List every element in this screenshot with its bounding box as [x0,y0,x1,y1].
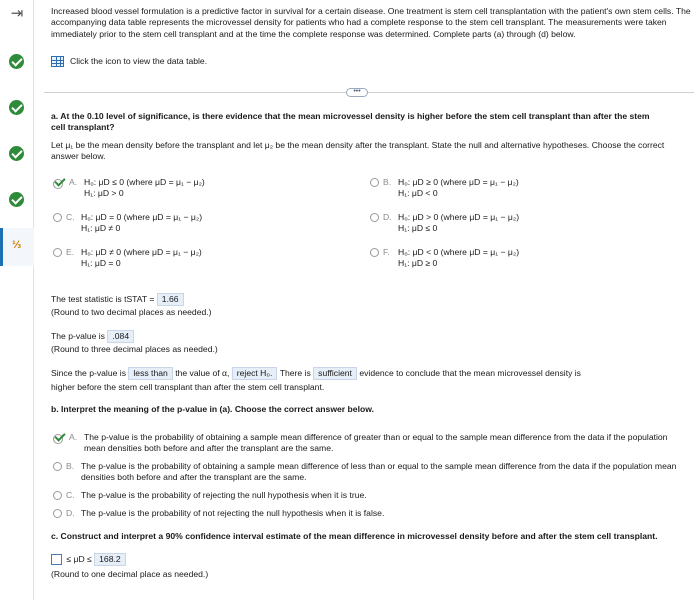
section-divider [44,92,694,93]
pvalue-line: The p-value is .084 [51,330,134,343]
radio-button[interactable] [370,178,379,187]
completed-check-icon[interactable] [9,54,24,69]
partial-score-icon: ⅓ [12,239,22,251]
conclusion-comparison-dropdown[interactable]: less than [128,367,172,380]
rounding-note: (Round to two decimal places as needed.) [51,307,212,317]
part-c-question: c. Construct and interpret a 90% confidence interval estimate of the mean difference in microvessel density before and after the stem cell transplant. [51,531,658,541]
option-b-d[interactable]: D. The p-value is the probability of not rejecting the null hypothesis when it is false. [53,508,683,519]
current-question-indicator[interactable] [0,228,34,266]
more-button[interactable]: ••• [346,88,368,97]
rounding-note: (Round to three decimal places as needed.) [51,344,218,354]
pvalue-answer[interactable]: .084 [107,330,134,343]
conclusion-line: Since the p-value is less than the value of α, reject H₀. There is sufficient evidence to conclude that the mean microvessel density is [51,368,581,378]
option-b-c[interactable]: C. The p-value is the probability of rejecting the null hypothesis when it is true. [53,490,683,501]
option-b[interactable]: B. H₀: μD ≥ 0 (where μD = μ₁ − μ₂) H₁: μD < 0 [370,177,519,200]
part-b-question: b. Interpret the meaning of the p-value in (a). Choose the correct answer below. [51,404,374,414]
rounding-note: (Round to one decimal place as needed.) [51,569,209,579]
option-b-b[interactable]: B. The p-value is the probability of obtaining a sample mean difference of less than or equal to the sample mean difference from the data if the population mean densities both before and after the transplant are the same. [53,461,683,484]
part-a-question: a. At the 0.10 level of significance, is there evidence that the mean microvessel density is higher before the stem cell transplant than after the stem cell transplant? [51,111,650,133]
completed-check-icon[interactable] [9,192,24,207]
option-e[interactable]: E. H₀: μD ≠ 0 (where μD = μ₁ − μ₂) H₁: μD = 0 [53,247,202,270]
completed-check-icon[interactable] [9,100,24,115]
option-c[interactable]: C. H₀: μD = 0 (where μD = μ₁ − μ₂) H₁: μD ≠ 0 [53,212,202,235]
question-sidebar [0,0,34,600]
test-statistic-line: The test statistic is tSTAT = 1.66 [51,293,184,306]
radio-button[interactable] [53,462,62,471]
confidence-interval-line: ≤ μD ≤ 168.2 [51,553,126,566]
problem-intro: Increased blood vessel formulation is a predictive factor in survival for a certain disease. One treatment is stem cell transplantation with the patient's own stem cells. The accompanying data table represents the microvessel density for patients who had a complete response to the stem cell transplant. The measurements were taken immediately prior to the stem cell transplant and at the time the complete response was determined. Complete parts (a) through (d) below. [51,6,691,39]
radio-button[interactable] [53,491,62,500]
completed-check-icon[interactable] [9,146,24,161]
table-icon[interactable] [51,56,64,67]
radio-button[interactable] [53,248,62,257]
data-table-link[interactable] [51,56,207,67]
data-table-link-text[interactable]: Click the icon to view the data table. [70,56,208,66]
radio-button[interactable] [370,248,379,257]
option-d[interactable]: D. H₀: μD > 0 (where μD = μ₁ − μ₂) H₁: μD ≤ 0 [370,212,519,235]
selected-check-icon [53,432,65,442]
part-a-instruction: Let μ₁ be the mean density before the transplant and let μ₂ be the mean density after the transplant. State the null and alternative hypotheses. Choose the correct answer below. [51,140,665,162]
collapse-arrow-icon[interactable]: ⇥ [10,5,24,22]
test-statistic-answer[interactable]: 1.66 [157,293,184,306]
conclusion-evidence-dropdown[interactable]: sufficient [313,367,357,380]
radio-button[interactable] [370,213,379,222]
radio-button[interactable] [53,213,62,222]
conclusion-decision-dropdown[interactable]: reject H₀. [232,367,278,380]
selected-check-icon [53,177,65,187]
option-b-a[interactable]: A. The p-value is the probability of obtaining a sample mean difference of greater than or equal to the sample mean difference from the data if the population mean densities both before and after the transplant are the same. [53,432,683,455]
conclusion-line-2: higher before the stem cell transplant than after the stem cell transplant. [51,382,325,392]
upper-bound-answer[interactable]: 168.2 [94,553,126,566]
option-a[interactable]: A. H₀: μD ≤ 0 (where μD = μ₁ − μ₂) H₁: μD > 0 [53,177,205,200]
radio-button[interactable] [53,509,62,518]
lower-bound-input[interactable] [51,554,62,565]
option-f[interactable]: F. H₀: μD < 0 (where μD = μ₁ − μ₂) H₁: μD ≥ 0 [370,247,519,270]
question-content [44,0,694,600]
